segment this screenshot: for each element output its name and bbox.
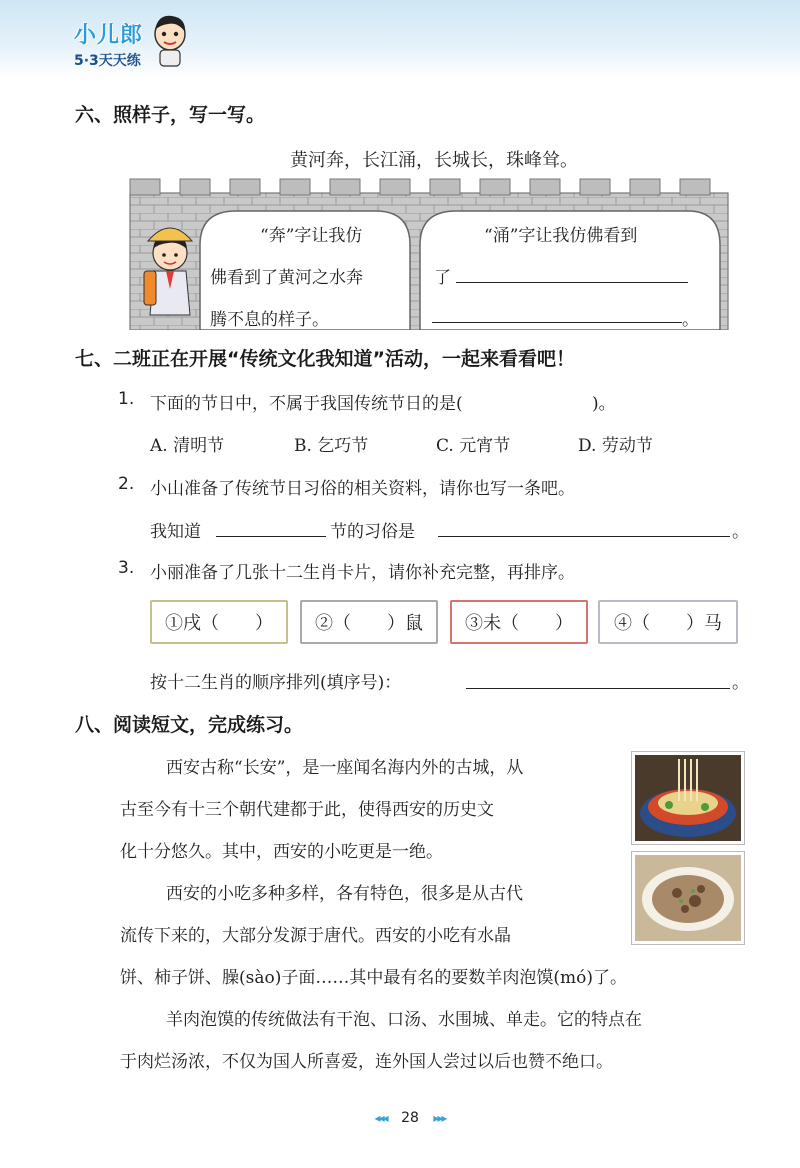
passage-p1-line2: 古至今有十三个朝代建都于此，使得西安的历史文	[120, 800, 494, 820]
brand-subtitle: 5·3天天练	[74, 53, 141, 69]
passage-p1-line1: 西安古称“长安”，是一座闻名海内外的古城，从	[166, 758, 524, 778]
q2-custom-blank[interactable]	[438, 518, 730, 537]
zodiac-card-3-label: ③未（ ）	[465, 613, 573, 634]
zodiac-card-1-label: ①戌（ ）	[165, 613, 273, 634]
zodiac-card-2-label: ②（ ）鼠	[315, 613, 423, 634]
right-box-prefix: 了	[434, 268, 451, 288]
right-box-end: 。	[682, 310, 699, 330]
q3-order-blank[interactable]	[466, 670, 730, 689]
prev-arrows-icon: ◂◂◂	[374, 1111, 387, 1125]
q2-line-b: 节的习俗是	[330, 522, 415, 542]
left-box-line-1: “奔”字让我仿	[260, 226, 363, 246]
q3-order-end: 。	[732, 673, 749, 693]
zodiac-card-4-label: ④（ ）马	[614, 613, 722, 634]
q2-text: 小山准备了传统节日习俗的相关资料，请你也写一条吧。	[150, 479, 575, 499]
section-7-title: 七、二班正在开展“传统文化我知道”活动，一起来看看吧！	[75, 348, 575, 370]
zodiac-card-4[interactable]	[598, 600, 738, 644]
passage-p3-line1: 羊肉泡馍的传统做法有干泡、口汤、水围城、单走。它的特点在	[166, 1010, 642, 1030]
noodle-photo	[632, 752, 744, 844]
right-box-answer-line-2[interactable]	[432, 304, 682, 323]
page-number: 28	[401, 1110, 419, 1126]
zodiac-card-3[interactable]	[450, 600, 588, 644]
left-box-line-2: 佛看到了黄河之水奔	[210, 268, 363, 288]
q1-answer-close[interactable]: )。	[592, 394, 616, 414]
right-box-line-1: “涌”字让我仿佛看到	[484, 226, 638, 246]
right-box-answer-line-1[interactable]	[456, 264, 688, 283]
q1-option-c[interactable]: C. 元宵节	[436, 436, 511, 456]
q1-text: 下面的节日中，不属于我国传统节日的是(	[150, 394, 463, 414]
passage-p2-line3: 饼、柿子饼、臊(sào)子面……其中最有名的要数羊肉泡馍(mó)了。	[120, 968, 627, 988]
q2-line-a: 我知道	[150, 522, 201, 542]
q3-order-label: 按十二生肖的顺序排列(填序号)：	[150, 673, 402, 693]
passage-p1-line3: 化十分悠久。其中，西安的小吃更是一绝。	[120, 842, 443, 862]
zodiac-card-2[interactable]	[300, 600, 438, 644]
q1-option-d[interactable]: D. 劳动节	[578, 436, 653, 456]
passage-p3-line2: 于肉烂汤浓，不仅为国人所喜爱，连外国人尝过以后也赞不绝口。	[120, 1052, 613, 1072]
section-6-banner: 黄河奔，长江涌，长城长，珠峰耸。	[290, 150, 578, 171]
brand-logo: 小儿郎	[74, 23, 144, 48]
q3-number: 3.	[118, 558, 135, 578]
passage-p2-line1: 西安的小吃多种多样，各有特色，很多是从古代	[166, 884, 523, 904]
q1-number: 1.	[118, 389, 135, 409]
q2-festival-blank[interactable]	[216, 518, 326, 537]
section-6-title: 六、照样子，写一写。	[75, 104, 266, 126]
zodiac-card-1[interactable]	[150, 600, 288, 644]
q2-line-end: 。	[732, 522, 749, 542]
page-footer	[350, 1110, 470, 1126]
section-8-title: 八、阅读短文，完成练习。	[75, 714, 304, 736]
q3-text: 小丽准备了几张十二生肖卡片，请你补充完整，再排序。	[150, 563, 575, 583]
q1-option-a[interactable]: A. 清明节	[150, 436, 225, 456]
next-arrows-icon: ▸▸▸	[433, 1111, 446, 1125]
q2-number: 2.	[118, 474, 135, 494]
passage-p2-line2: 流传下来的，大部分发源于唐代。西安的小吃有水晶	[120, 926, 511, 946]
paomo-photo	[632, 852, 744, 944]
left-box-line-3: 腾不息的样子。	[210, 310, 329, 330]
q1-option-b[interactable]: B. 乞巧节	[294, 436, 369, 456]
mascot-avatar	[150, 12, 190, 68]
